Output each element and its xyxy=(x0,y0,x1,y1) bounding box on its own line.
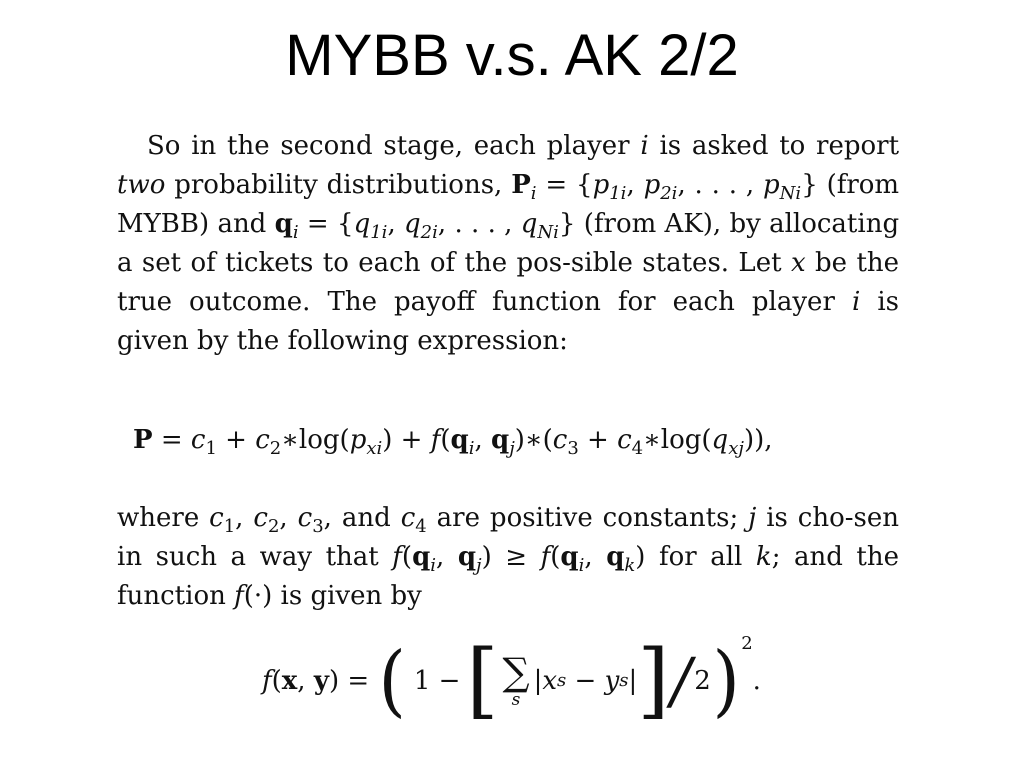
text-run: are positive constants; xyxy=(436,503,739,533)
math-op: ∗log( xyxy=(281,425,350,455)
math-sub: Ni xyxy=(779,183,802,204)
math-sub: 2 xyxy=(267,516,280,537)
math-bold-var: q xyxy=(450,425,469,455)
text-run: ) for all xyxy=(635,542,743,572)
text-run: ( xyxy=(401,542,413,572)
math-bold-var: q xyxy=(274,209,293,239)
math-op: . xyxy=(752,666,761,696)
math-var: c xyxy=(617,425,632,455)
math-bold-var: q xyxy=(457,542,477,572)
math-sub: 2i xyxy=(660,183,678,204)
text-run: , xyxy=(436,542,445,572)
text-run: = { xyxy=(306,209,354,239)
math-sub: 1 xyxy=(223,516,236,537)
math-var: f xyxy=(392,542,402,572)
math-sub: 1 xyxy=(205,438,217,459)
math-var: i xyxy=(640,131,649,161)
math-op: , xyxy=(297,666,314,696)
math-var: c xyxy=(190,425,206,455)
text-run: probability distributions, xyxy=(174,170,503,200)
math-var: p xyxy=(592,170,610,200)
emphasis: two xyxy=(117,170,166,200)
text-run: } (from AK), by allocating a set of tickets to each of the pos-sible states. Let xyxy=(117,209,900,278)
math-sub: s xyxy=(557,670,567,691)
math-sub: i xyxy=(530,183,537,204)
math-var: f xyxy=(262,666,272,696)
math-op: )∗( xyxy=(514,425,553,455)
math-op: | xyxy=(533,666,543,696)
math-var: x xyxy=(542,666,558,696)
division-slash: / xyxy=(664,644,699,717)
paragraph-constants xyxy=(117,499,899,616)
math-bold-var: P xyxy=(511,170,531,200)
right-bracket: ] xyxy=(637,633,670,728)
math-number: 2 xyxy=(694,666,711,696)
math-op: ( xyxy=(440,425,451,455)
math-op: , xyxy=(474,425,491,455)
paragraph-intro xyxy=(117,127,899,361)
math-var: q xyxy=(353,209,371,239)
math-var: f xyxy=(234,581,244,611)
math-var: i xyxy=(851,287,861,317)
text-run: ; and the function xyxy=(117,542,900,611)
math-bold-var: x xyxy=(281,666,298,696)
math-var: c xyxy=(400,503,416,533)
math-op: + xyxy=(578,425,618,455)
text-run: , and xyxy=(323,503,391,533)
math-sub: 2 xyxy=(269,438,282,459)
text-run: is cho-sen in such a way that xyxy=(117,503,900,572)
text-run: So in the second stage, each player xyxy=(147,131,630,161)
math-op: ( xyxy=(271,666,282,696)
math-op: + xyxy=(216,425,256,455)
math-var: f xyxy=(540,542,551,572)
math-sub: 3 xyxy=(312,516,324,537)
exponent: 2 xyxy=(741,632,753,654)
math-op: ) = xyxy=(328,666,378,696)
text-run: , . . . , xyxy=(437,209,513,239)
math-sub: xi xyxy=(366,438,383,459)
math-var: c xyxy=(209,503,224,533)
math-sub: 3 xyxy=(567,438,579,459)
math-sub: k xyxy=(624,555,636,576)
right-paren: ) xyxy=(712,636,740,726)
text-run: , xyxy=(235,503,244,533)
math-bold-var: q xyxy=(560,542,579,572)
math-sub: 1i xyxy=(609,183,627,204)
text-run: (·) is given by xyxy=(243,581,422,611)
math-op: − xyxy=(566,666,605,696)
math-var: f xyxy=(430,425,441,455)
text-run: where xyxy=(117,503,200,533)
math-var: x xyxy=(790,248,806,278)
math-var: c xyxy=(297,503,313,533)
math-var: q xyxy=(404,209,421,239)
math-op: )), xyxy=(743,425,773,455)
math-var: p xyxy=(763,170,780,200)
left-bracket: [ xyxy=(466,633,499,728)
math-var: q xyxy=(520,209,538,239)
text-run: ) ≥ xyxy=(481,542,528,572)
math-sub: 2i xyxy=(420,222,438,243)
left-paren: ( xyxy=(378,636,407,726)
math-op: ∗log( xyxy=(643,425,712,455)
math-var: y xyxy=(604,666,620,696)
math-var: k xyxy=(755,542,772,572)
text-run: is given by the following expression: xyxy=(117,287,900,356)
text-run: } (from MYBB) and xyxy=(117,170,900,239)
text-run: , xyxy=(584,542,593,572)
math-var: p xyxy=(643,170,661,200)
text-run: ( xyxy=(550,542,561,572)
math-sub: i xyxy=(578,555,585,576)
text-run: , . . . , xyxy=(677,170,755,200)
math-var: c xyxy=(253,503,268,533)
math-sub: j xyxy=(476,555,482,576)
math-sub: xj xyxy=(728,438,744,459)
math-bold-var: P xyxy=(133,425,153,455)
text-run: be the true outcome. The payoff function for each player xyxy=(117,248,900,317)
math-op: = xyxy=(152,425,191,455)
math-sub: i xyxy=(430,555,437,576)
slide-title: MYBB v.s. AK 2/2 xyxy=(285,23,739,88)
math-bold-var: q xyxy=(412,542,431,572)
payoff-equation xyxy=(133,425,773,459)
math-bold-var: y xyxy=(313,666,329,696)
math-var: c xyxy=(552,425,568,455)
text-run: is asked to report xyxy=(659,131,900,161)
sum-symbol: ∑ xyxy=(502,650,530,694)
math-sub: 4 xyxy=(631,438,644,459)
summation xyxy=(502,650,530,710)
math-op: ) + xyxy=(382,425,431,455)
math-op: 1 − xyxy=(413,666,461,696)
text-run: , xyxy=(387,209,396,239)
text-run: , xyxy=(279,503,288,533)
math-var: j xyxy=(748,503,757,533)
math-sub: Ni xyxy=(537,222,559,243)
math-var: p xyxy=(349,425,367,455)
math-sub: j xyxy=(509,438,515,459)
math-var: q xyxy=(711,425,729,455)
math-var: c xyxy=(255,425,270,455)
text-run: , xyxy=(626,170,635,200)
math-bold-var: q xyxy=(491,425,510,455)
math-bold-var: q xyxy=(606,542,625,572)
math-sub: 4 xyxy=(415,516,427,537)
sum-index: s xyxy=(511,690,521,710)
math-sub: i xyxy=(292,222,299,243)
math-sub: s xyxy=(619,670,629,691)
distance-function-equation xyxy=(262,632,761,728)
math-sub: i xyxy=(468,438,475,459)
math-op: | xyxy=(628,666,638,696)
text-run: = { xyxy=(545,170,593,200)
math-sub: 1i xyxy=(370,222,388,243)
